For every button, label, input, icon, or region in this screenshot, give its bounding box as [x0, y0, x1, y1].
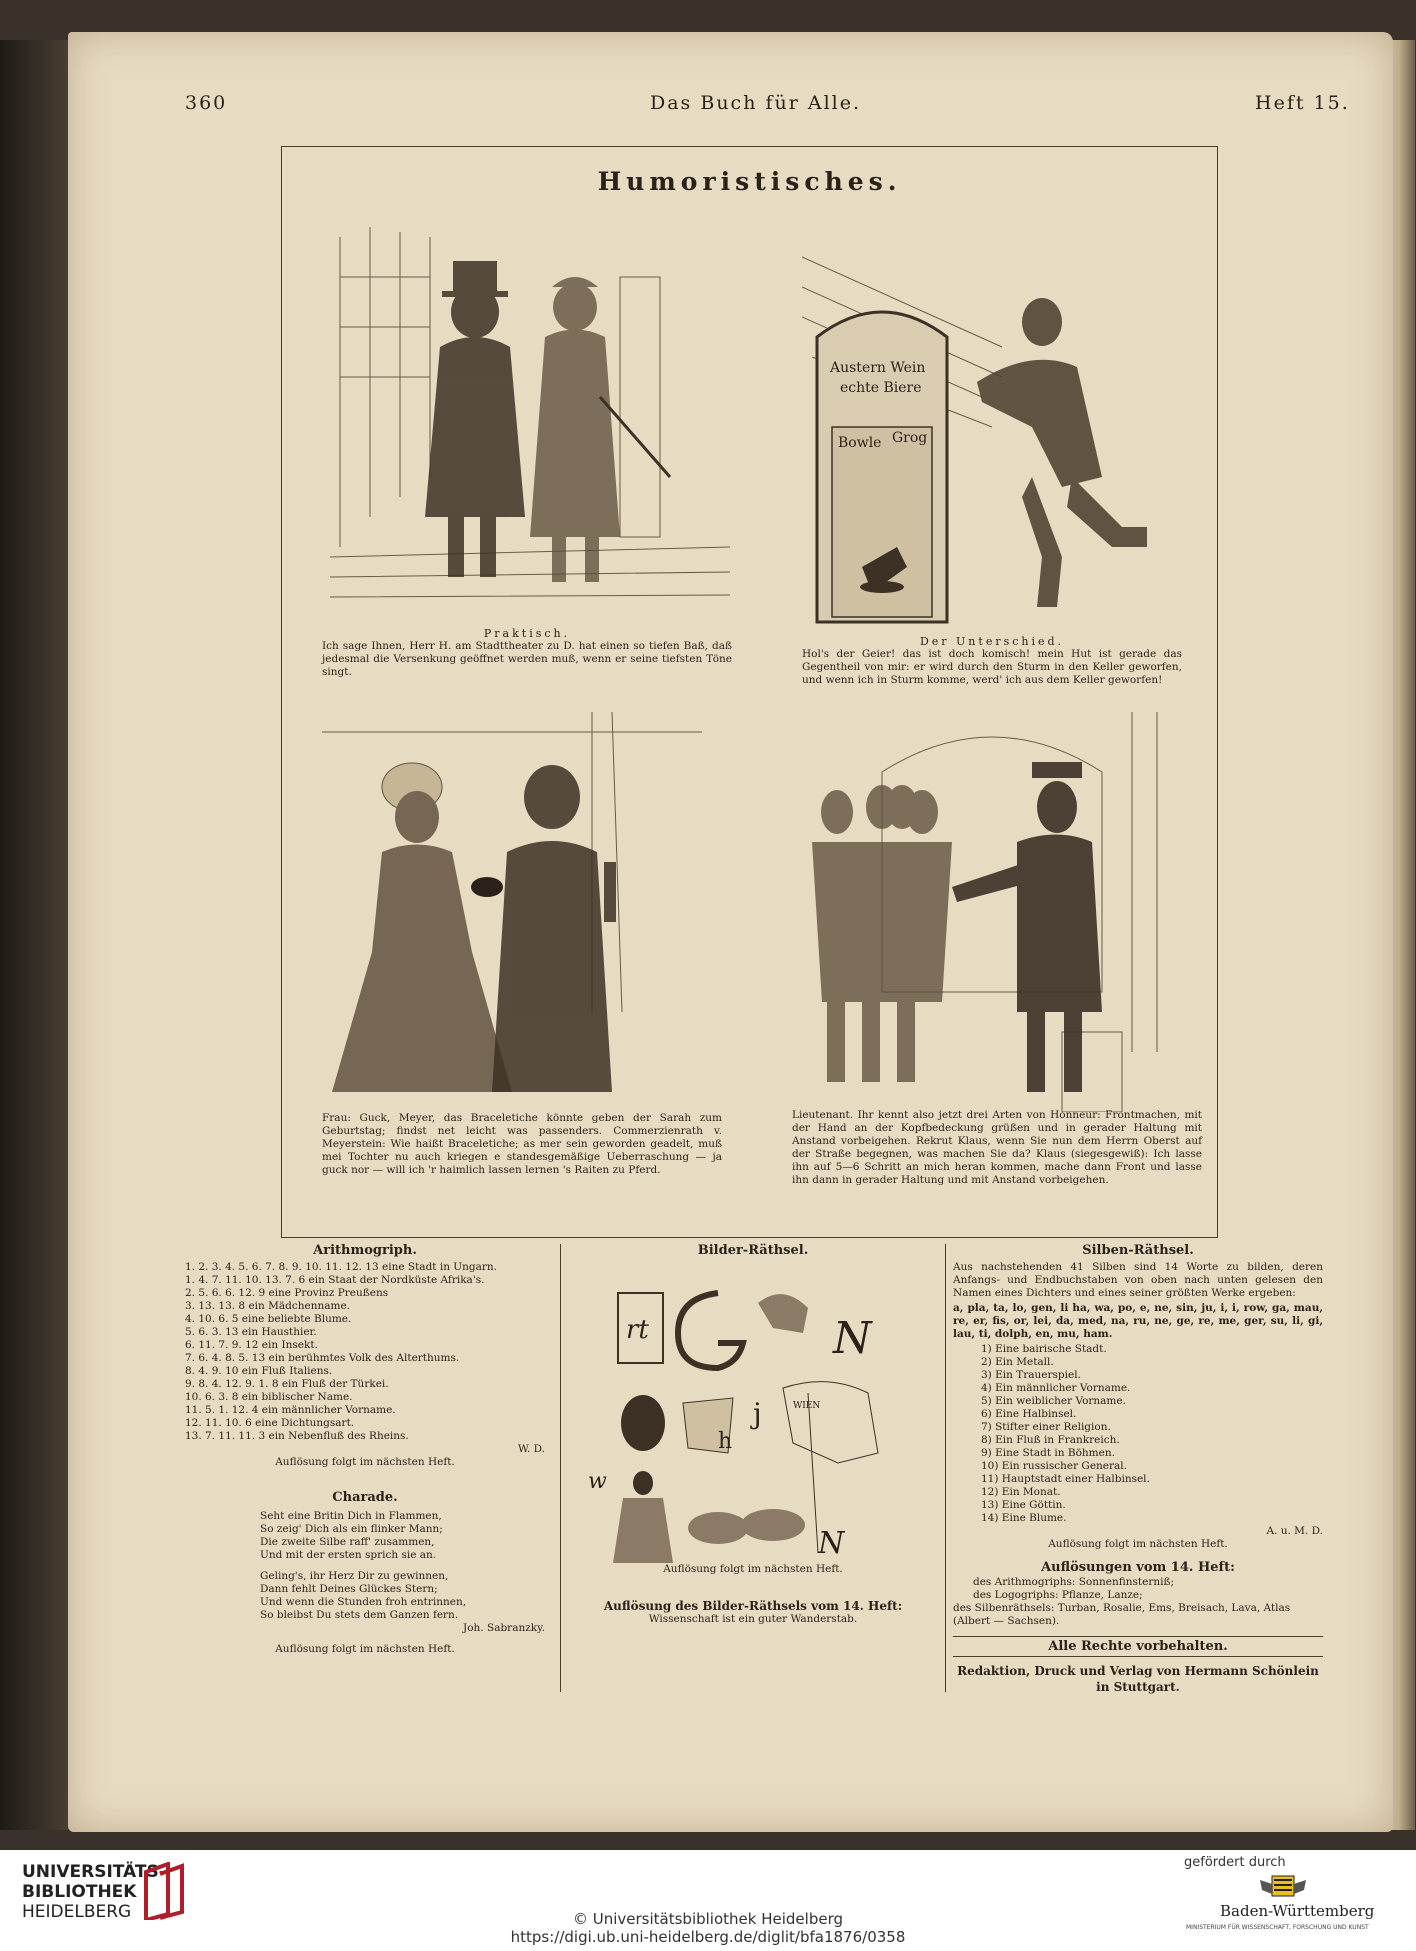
arithmogriph-signature: W. D. [517, 1443, 545, 1455]
charade-line: Geling's, ihr Herz Dir zu gewinnen, [260, 1570, 449, 1582]
solutions-list [973, 1576, 1323, 1602]
imprint [953, 1663, 1323, 1695]
book-gutter [0, 40, 70, 1830]
puzzle-glyph-h: h [718, 1429, 733, 1454]
silben-syllables: a, pla, ta, lo, gen, li ha, wa, po, e, ne, sin, ju, i, i, row, ga, mau, re, er, fis, or, lei, da, med, na, ru, ne, ge, re, me, ger, su, li, gi, lau, ti, dolph, en, mu, ham. [953, 1302, 1323, 1340]
cartoon-caption-1 [322, 627, 732, 679]
cartoon-text-4: Lieutenant. Ihr kennt also jetzt drei Arten von Honneur: Frontmachen, mit der Hand an der Kopfbedeckung grüßen und in gerader Haltung mit Anstand vorbeigehen. Rekrut Klaus, wenn Sie nun dem Herrn Oberst auf der Straße begegnen, was machen Sie da? Klaus (siegesgewiß): Ich lasse ihn auf 5—6 Schritt an mich heran kommen, mache dann Front und lasse ihn dann in gerader Haltung und mit Anstand vorbeigehen. [792, 1109, 1202, 1186]
prev-bilder-title: Auflösung des Bilder-Räthsels vom 14. Heft: [603, 1599, 903, 1613]
arithmogriph-line: 11. 5. 1. 12. 4 ein männlicher Vorname. [185, 1404, 396, 1416]
source-url-link[interactable]: https://digi.ub.uni-heidelberg.de/diglit/bfa1876/0358 [510, 1928, 906, 1946]
imprint-line-1: Redaktion, Druck und Verlag von Hermann Schönlein [957, 1664, 1319, 1678]
silben-item: 13) Eine Göttin. [981, 1499, 1066, 1511]
charade-line: Seht eine Britin Dich in Flammen, [260, 1510, 442, 1522]
charade-line: Dann fehlt Deines Glückes Stern; [260, 1583, 438, 1595]
cartoon-illustration-3 [322, 712, 722, 1112]
arithmogriph-line: 6. 11. 7. 9. 12 ein Insekt. [185, 1339, 318, 1351]
charade-line: Und wenn die Stunden froh entrinnen, [260, 1596, 467, 1608]
cartoon-title-1: Praktisch. [483, 627, 571, 640]
picture-puzzle [568, 1263, 938, 1563]
silben-item: 10) Ein russischer General. [981, 1460, 1127, 1472]
cartoon-caption-2 [802, 635, 1182, 687]
sign-grog: Grog [892, 430, 928, 446]
silben-signature: A. u. M. D. [1266, 1525, 1323, 1537]
journal-title: Das Buch für Alle. [650, 92, 862, 114]
silben-solution-note: Auflösung folgt im nächsten Heft. [1048, 1538, 1228, 1550]
left-column [185, 1244, 545, 1656]
charade-title: Charade. [332, 1490, 398, 1505]
charade-spacer [260, 1562, 545, 1570]
arithmogriph-line: 4. 10. 6. 5 eine beliebte Blume. [185, 1313, 352, 1325]
cartoon-illustration-4 [802, 712, 1187, 1112]
arithmogriph-title: Arithmogriph. [313, 1243, 417, 1258]
charade-line: So zeig' Dich als ein flinker Mann; [260, 1523, 443, 1535]
arithmogriph-line: 2. 5. 6. 6. 12. 9 eine Provinz Preußens [185, 1287, 389, 1299]
charade-solution-note: Auflösung folgt im nächsten Heft. [275, 1643, 455, 1655]
silben-items [981, 1343, 1323, 1525]
silben-item: 2) Ein Metall. [981, 1356, 1054, 1368]
silben-item: 4) Ein männlicher Vorname. [981, 1382, 1131, 1394]
silben-item: 14) Eine Blume. [981, 1512, 1067, 1524]
bilder-raethsel-title: Bilder-Räthsel. [697, 1243, 809, 1258]
bilder-solution-note: Auflösung folgt im nächsten Heft. [663, 1563, 843, 1575]
arithmogriph-line: 12. 11. 10. 6 eine Dichtungsart. [185, 1417, 355, 1429]
ub-line-3: HEIDELBERG [22, 1902, 132, 1922]
charade-line: Die zweite Silbe raff' zusammen, [260, 1536, 435, 1548]
sign-line-1: Austern Wein [830, 360, 926, 376]
silben-raethsel-title: Silben-Räthsel. [1082, 1243, 1194, 1258]
section-title: Humoristisches. [597, 167, 902, 196]
arithmogriph-line: 3. 13. 13. 8 ein Mädchenname. [185, 1300, 351, 1312]
imprint-line-2: in Stuttgart. [1096, 1680, 1180, 1694]
ministry-subtitle: MINISTERIUM FÜR WISSENSCHAFT, FORSCHUNG UND KUNST [1186, 1924, 1369, 1931]
cartoon-illustration-2 [802, 227, 1182, 627]
rights-notice: Alle Rechte vorbehalten. [953, 1636, 1323, 1657]
library-footer [0, 1850, 1416, 1951]
puzzle-glyph-w: w [588, 1469, 607, 1494]
arithmogriph-line: 7. 6. 4. 8. 5. 13 ein berühmtes Volk des Alterthums. [185, 1352, 460, 1364]
puzzle-glyph-n-bottom: N [818, 1526, 845, 1561]
right-column [953, 1244, 1323, 1695]
arithmogriph-line: 5. 6. 3. 13 ein Hausthier. [185, 1326, 317, 1338]
cartoon-illustration-1 [330, 217, 730, 617]
solution-arith: des Arithmogriphs: Sonnenfinsterniß; [973, 1576, 1175, 1588]
column-divider-right [945, 1244, 946, 1692]
ministry-name: Baden-Württemberg [1220, 1902, 1375, 1920]
ub-line-1: UNIVERSITÄTS- [22, 1862, 166, 1882]
silben-item: 1) Eine bairische Stadt. [981, 1343, 1107, 1355]
charade-line: So bleibst Du stets dem Ganzen fern. [260, 1609, 459, 1621]
prev-bilder-solution [568, 1600, 938, 1626]
state-crest-icon [1258, 1874, 1308, 1904]
sign-bowle: Bowle [838, 435, 882, 451]
arithmogriph-line: 10. 6. 3. 8 ein biblischer Name. [185, 1391, 353, 1403]
silben-item: 11) Hauptstadt einer Halbinsel. [981, 1473, 1150, 1485]
arithmogriph-line: 1. 4. 7. 11. 10. 13. 7. 6 ein Staat der Nordküste Afrika's. [185, 1274, 485, 1286]
cartoon-text-1: Ich sage Ihnen, Herr H. am Stadttheater zu D. hat einen so tiefen Baß, daß jedesmal die Versenkung geöffnet werden muß, wenn er seine tiefsten Töne singt. [322, 640, 732, 678]
cartoon-text-2: Hol's der Geier! das ist doch komisch! mein Hut ist gerade das Gegentheil von mir: er wird durch den Sturm in den Keller geworfen, und wenn ich in Sturm komme, werd' ich aus dem Keller geworfen! [802, 648, 1182, 686]
page-number: 360 [185, 92, 228, 114]
arithmogriph-line: 1. 2. 3. 4. 5. 6. 7. 8. 9. 10. 11. 12. 13 eine Stadt in Ungarn. [185, 1261, 498, 1273]
solution-silben: des Silbenräthsels: Turban, Rosalie, Ems, Breisach, Lava, Atlas (Albert — Sachsen). [953, 1602, 1291, 1627]
arithmogriph-line: 13. 7. 11. 11. 3 ein Nebenfluß des Rheins. [185, 1430, 409, 1442]
arithmogriph-line: 8. 4. 9. 10 ein Fluß Italiens. [185, 1365, 333, 1377]
arithmogriph-solution-note: Auflösung folgt im nächsten Heft. [275, 1456, 455, 1468]
silben-intro: Aus nachstehenden 41 Silben sind 14 Worte zu bilden, deren Anfangs- und Endbuchstaben von oben nach unten gelesen den Namen eines Dichters und eines seiner größten Werke ergeben: [953, 1261, 1323, 1299]
ub-line-2: BIBLIOTHEK [22, 1882, 137, 1902]
humor-frame [281, 146, 1218, 1238]
puzzle-glyph-j: j [753, 1397, 762, 1430]
arithmogriph-list [185, 1261, 545, 1469]
silben-item: 8) Ein Fluß in Frankreich. [981, 1434, 1120, 1446]
issue-number: Heft 15. [1255, 92, 1350, 114]
silben-item: 5) Ein weiblicher Vorname. [981, 1395, 1126, 1407]
solution-logo: des Logogriphs: Pflanze, Lanze; [973, 1589, 1143, 1601]
silben-item: 12) Ein Monat. [981, 1486, 1061, 1498]
silben-item: 7) Stifter einer Religion. [981, 1421, 1111, 1433]
middle-column [568, 1244, 938, 1626]
charade-signature: Joh. Sabranzky. [463, 1622, 545, 1634]
cartoon-text-3: Frau: Guck, Meyer, das Braceletiche könnte geben der Sarah zum Geburtstag; findst net leicht was passenders. Commerzienrath v. Meyerstein: Wie haißt Braceletiche; as mer sein geworden geadelt, muß mei Tochter nu auch kriegen e standesgemäßige Ueberraschung — ja guck nor — will ich 'r haimlich lassen lernen 's Raiten zu Pferd. [322, 1112, 722, 1176]
silben-item: 6) Eine Halbinsel. [981, 1408, 1077, 1420]
column-divider-left [560, 1244, 561, 1692]
cartoon-caption-4 [792, 1109, 1202, 1187]
charade-poem [260, 1510, 545, 1622]
prev-bilder-answer: Wissenschaft ist ein guter Wanderstab. [648, 1613, 858, 1625]
solutions-title: Auflösungen vom 14. Heft: [1041, 1560, 1235, 1575]
charade-line: Und mit der ersten sprich sie an. [260, 1549, 437, 1561]
cartoon-title-2: Der Unterschied. [919, 635, 1065, 648]
arithmogriph-line: 9. 8. 4. 12. 9. 1. 8 ein Fluß der Türkei. [185, 1378, 389, 1390]
puzzle-glyph-n-top: N [833, 1313, 872, 1364]
silben-item: 3) Ein Trauerspiel. [981, 1369, 1081, 1381]
copyright-text: © Universitätsbibliothek Heidelberg [572, 1910, 843, 1928]
cartoon-caption-3 [322, 1112, 722, 1177]
funded-by-label: gefördert durch [1184, 1855, 1286, 1870]
puzzle-glyph-wien: WIEN [793, 1401, 821, 1411]
puzzle-glyph-rt: rt [626, 1315, 649, 1345]
sign-line-2: echte Biere [840, 380, 922, 396]
silben-item: 9) Eine Stadt in Böhmen. [981, 1447, 1115, 1459]
